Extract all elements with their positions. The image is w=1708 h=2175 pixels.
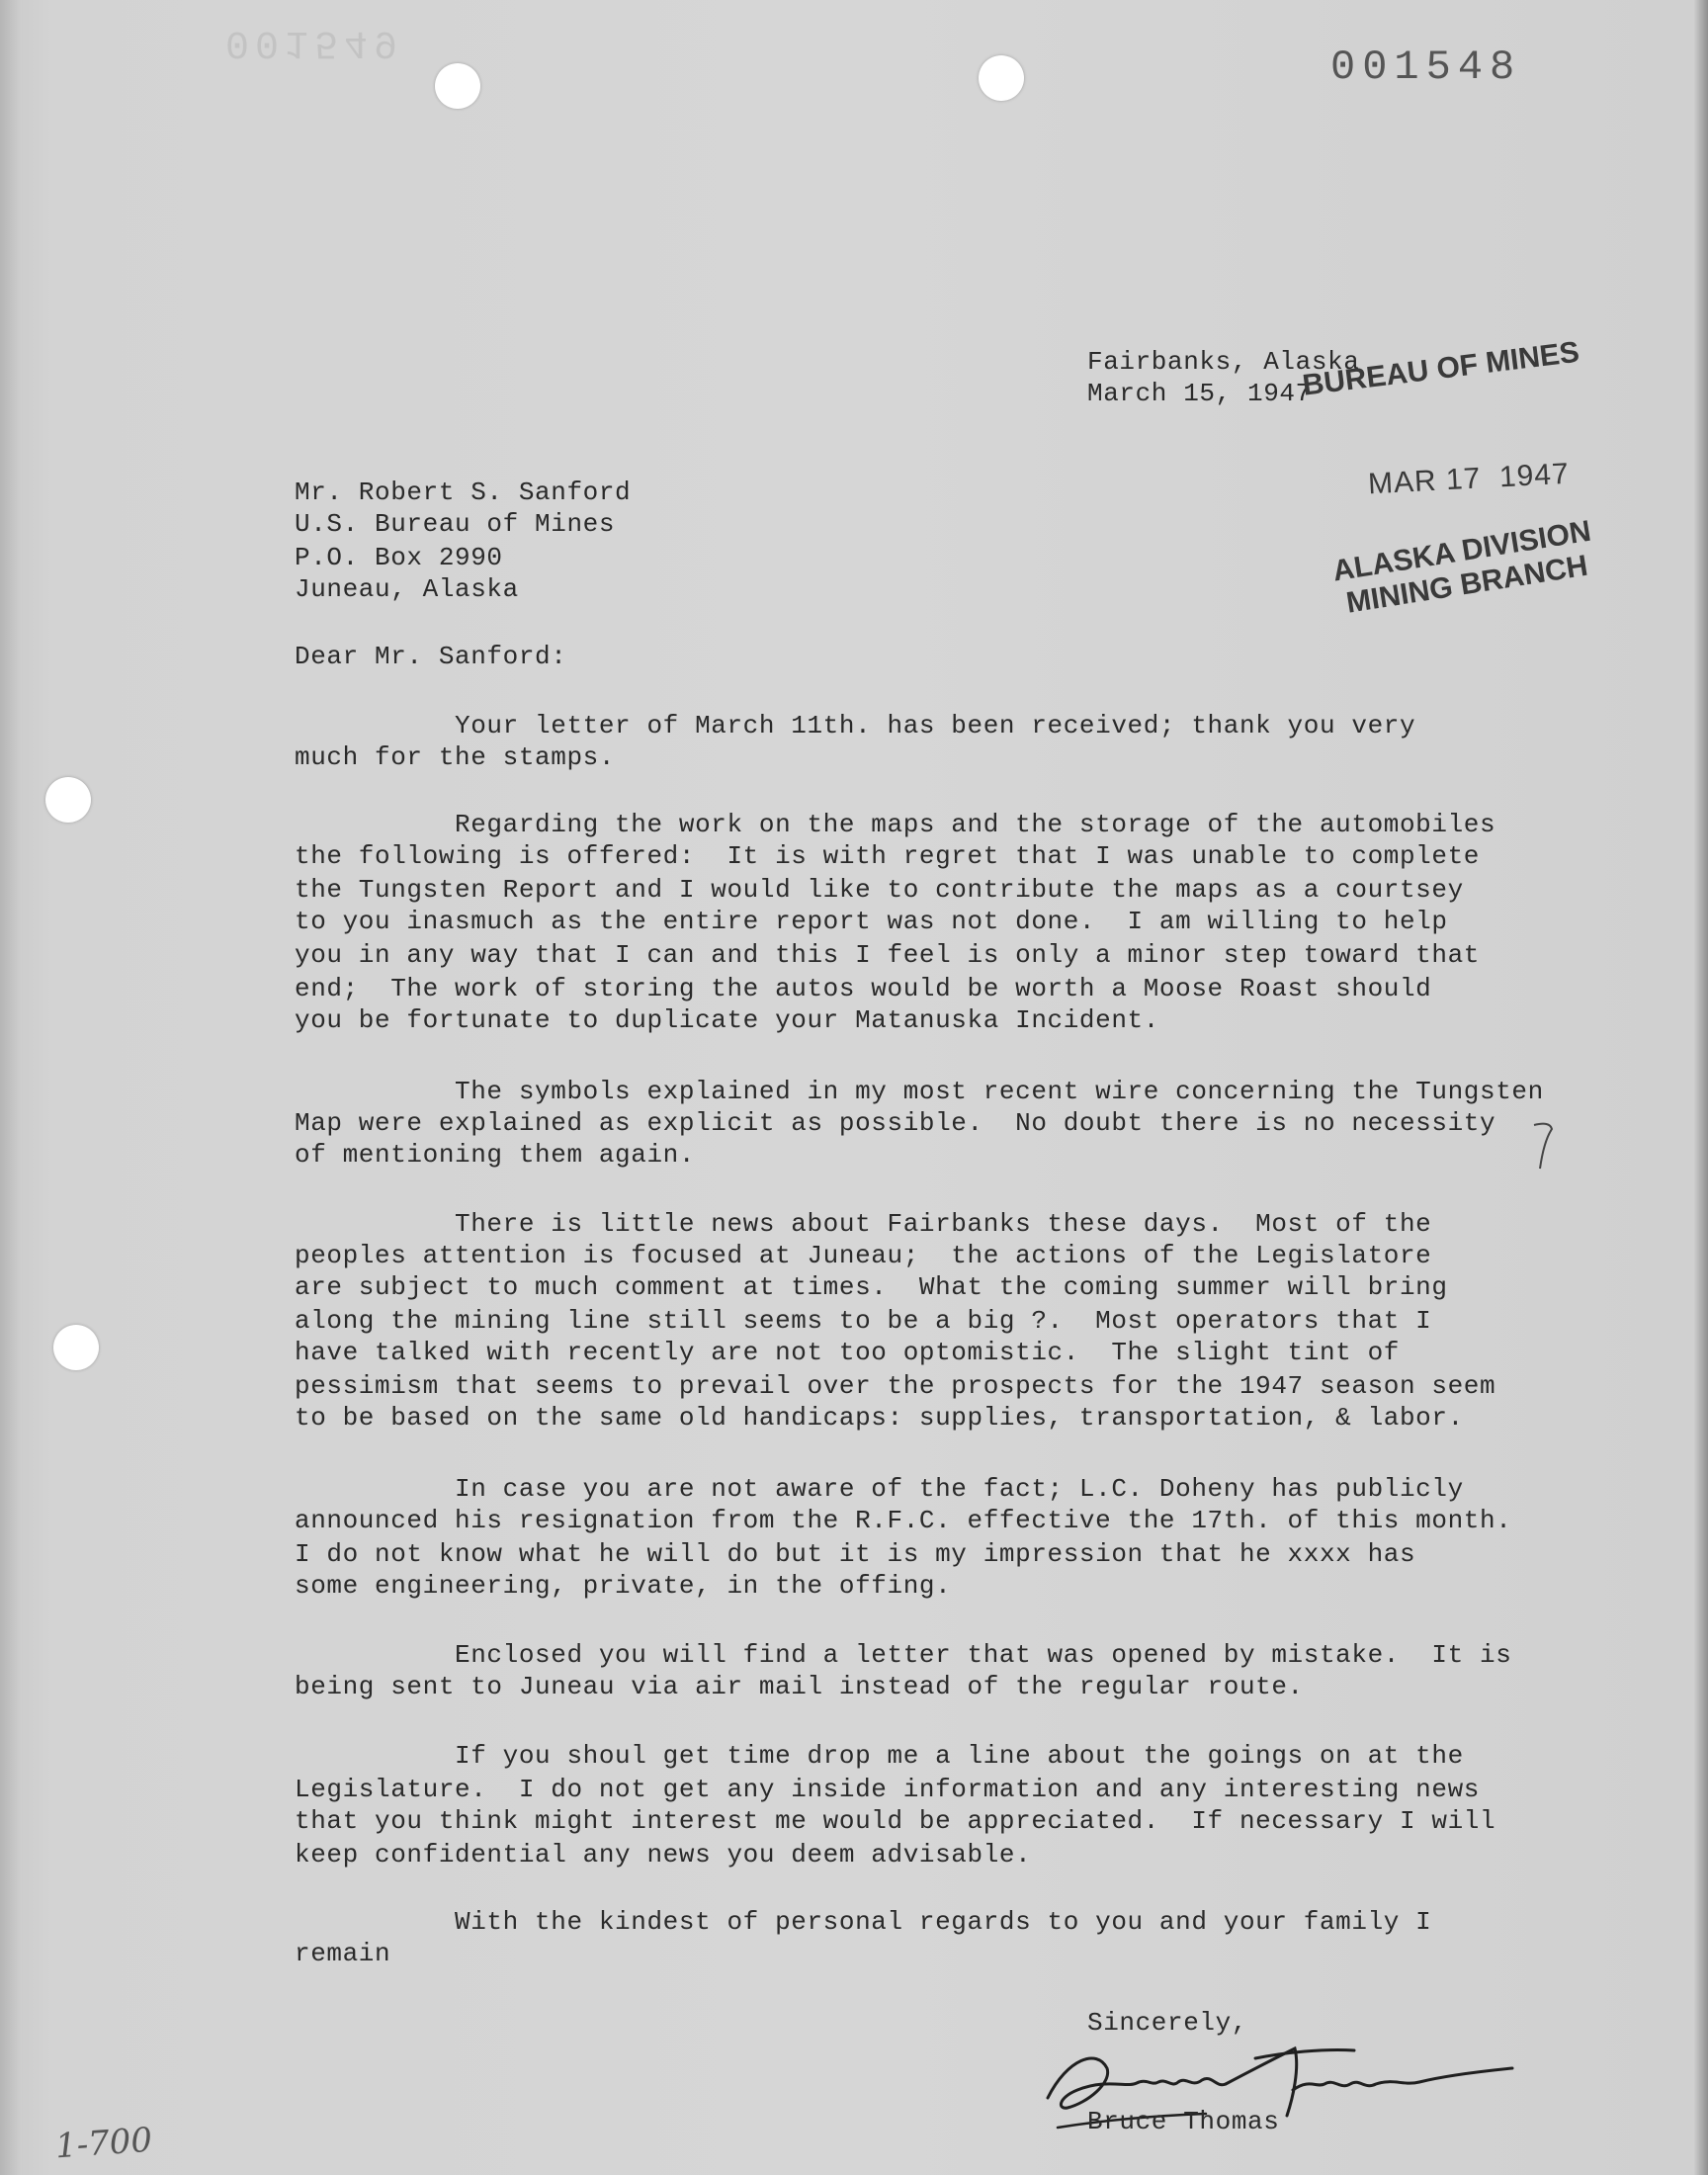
punch-hole-side-upper	[45, 777, 91, 823]
recipient-org: U.S. Bureau of Mines	[295, 509, 616, 539]
sender-place: Fairbanks, Alaska	[1087, 347, 1360, 377]
body-line: to be based on the same old handicaps: supplies, transportation, & labor.	[295, 1403, 1464, 1433]
paper-right-edge	[1694, 0, 1708, 2175]
body-line: some engineering, private, in the offing.	[295, 1571, 952, 1601]
body-line: Enclosed you will find a letter that was opened by mistake. It is	[295, 1640, 1512, 1670]
handwritten-note: 1-700	[53, 2120, 154, 2167]
body-line: I do not know what he will do but it is my impression that he xxxx has	[295, 1539, 1416, 1569]
body-line: that you think might interest me would be appreciated. If necessary I will	[295, 1806, 1496, 1836]
body-line: remain	[295, 1939, 391, 1968]
body-line: If you shoul get time drop me a line about the goings on at the	[295, 1741, 1464, 1771]
body-line: With the kindest of personal regards to you and your family I	[295, 1907, 1432, 1937]
punch-hole-top-left	[435, 63, 480, 109]
body-line: Regarding the work on the maps and the storage of the automobiles	[295, 810, 1496, 839]
body-line: pessimism that seems to prevail over the prospects for the 1947 season seem	[295, 1371, 1496, 1401]
bureau-of-mines-stamp: BUREAU OF MINES	[1301, 335, 1581, 402]
body-line: In case you are not aware of the fact; L.C. Doheny has publicly	[295, 1474, 1464, 1504]
body-line: of mentioning them again.	[295, 1140, 696, 1170]
body-line: along the mining line still seems to be a big ?. Most operators that I	[295, 1306, 1432, 1336]
body-line: the following is offered: It is with regret that I was unable to complete	[295, 841, 1480, 871]
body-line: you in any way that I can and this I feel is only a minor step toward that	[295, 940, 1480, 970]
recipient-name: Mr. Robert S. Sanford	[295, 478, 632, 507]
closing: Sincerely,	[1087, 2008, 1248, 2038]
body-line: peoples attention is focused at Juneau; the actions of the Legislatore	[295, 1241, 1432, 1270]
body-line: you be fortunate to duplicate your Matanuska Incident.	[295, 1005, 1159, 1035]
body-line: have talked with recently are not too optomistic. The slight tint of	[295, 1338, 1400, 1367]
body-line: announced his resignation from the R.F.C. effective the 17th. of this month.	[295, 1506, 1512, 1535]
salutation: Dear Mr. Sanford:	[295, 642, 567, 671]
body-line: the Tungsten Report and I would like to contribute the maps as a courtsey	[295, 875, 1464, 905]
body-line: There is little news about Fairbanks these days. Most of the	[295, 1209, 1432, 1239]
paper-left-edge	[0, 0, 22, 2175]
signer-name: Bruce Thomas	[1087, 2107, 1280, 2136]
received-date-stamp: MAR 17 1947	[1367, 457, 1571, 501]
body-line: Your letter of March 11th. has been received; thank you very	[295, 711, 1416, 740]
body-line: are subject to much comment at times. What the coming summer will bring	[295, 1272, 1448, 1302]
body-line: much for the stamps.	[295, 742, 616, 772]
body-line: The symbols explained in my most recent wire concerning the Tungsten	[295, 1077, 1544, 1106]
body-line: end; The work of storing the autos would be worth a Moose Roast should	[295, 974, 1432, 1003]
alaska-division-stamp: ALASKA DIVISION MINING BRANCH	[1330, 514, 1593, 620]
body-line: Legislature. I do not get any inside information and any interesting news	[295, 1775, 1480, 1804]
body-line: keep confidential any news you deem advisable.	[295, 1840, 1032, 1870]
sender-date: March 15, 1947	[1087, 379, 1312, 408]
recipient-city: Juneau, Alaska	[295, 574, 519, 604]
body-line: being sent to Juneau via air mail instead of the regular route.	[295, 1672, 1304, 1701]
punch-hole-side-lower	[53, 1325, 99, 1370]
margin-check-mark	[1530, 1119, 1558, 1174]
recipient-box: P.O. Box 2990	[295, 543, 503, 572]
bleed-through-number: 001549	[225, 20, 404, 64]
document-number: 001548	[1330, 44, 1522, 91]
body-line: to you inasmuch as the entire report was not done. I am willing to help	[295, 907, 1448, 936]
punch-hole-top-right	[979, 55, 1024, 101]
body-line: Map were explained as explicit as possible. No doubt there is no necessity	[295, 1108, 1496, 1138]
